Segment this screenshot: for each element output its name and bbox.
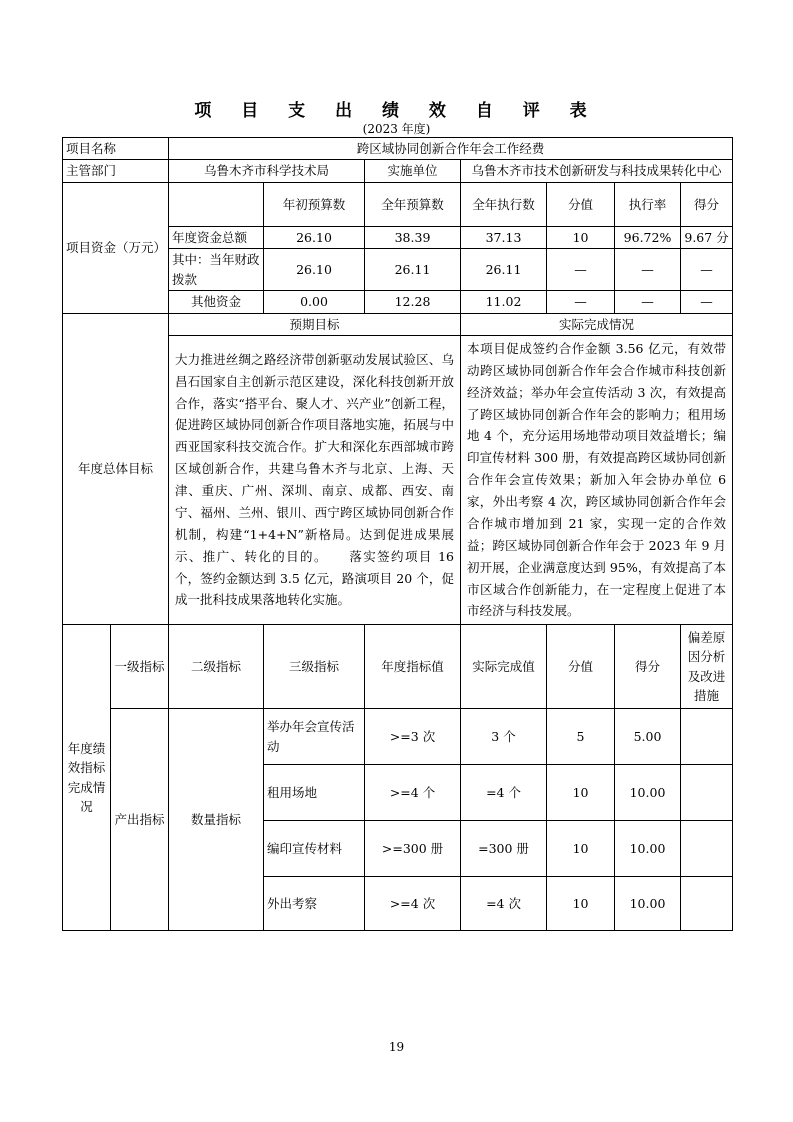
indicator-header: 得分 [615, 625, 681, 709]
funds-cell: — [681, 249, 733, 291]
funds-header: 全年预算数 [365, 182, 461, 226]
funds-cell: 0.00 [264, 291, 365, 313]
indicator-score: 5 [547, 709, 615, 765]
indicator-header: 偏差原因分析及改进措施 [681, 625, 733, 709]
indicator-row [63, 709, 733, 765]
dept-label: 主管部门 [63, 160, 169, 182]
funds-cell: — [615, 249, 681, 291]
indicator-header: 一级指标 [111, 625, 169, 709]
funds-header: 得分 [681, 182, 733, 226]
funds-cell: 12.28 [365, 291, 461, 313]
project-name-value: 跨区域协同创新合作年会工作经费 [169, 138, 733, 160]
actual-goal-text: 本项目促成签约合作金额 3.56 亿元，有效带动跨区域协同创新合作年会合作城市科技创新经济效益；举办年会宣传活动 3 次，有效提高了跨区域协同创新合作年会的影响力；租用场地 4 个，充分运用场地带动项目效益增长；编印宣传材料 300 册，有效提高跨区域协同创新合作年会宣传效果；新加入年会协办单位 6 家，外出考察 4 次，跨区域协同创新合作年会合作城市增加到 21 家，实现一定的合作效益；跨区域协同创新合作年会于 2023 年 9 月初开展，企业满意度达到 95%，有效提高了本市区域合作创新能力，在一定程度上促进了本市经济与科技发展。 [461, 335, 733, 624]
expected-goal-header: 预期目标 [169, 313, 461, 335]
indicator-level3: 举办年会宣传活动 [264, 709, 365, 765]
indicator-header: 二级指标 [169, 625, 264, 709]
impl-label: 实施单位 [365, 160, 461, 182]
funds-row-name: 其他资金 [169, 291, 264, 313]
indicator-level3: 编印宣传材料 [264, 821, 365, 877]
page-number: 19 [388, 1040, 405, 1054]
indicator-actual: =300 册 [461, 821, 547, 877]
funds-header: 分值 [547, 182, 615, 226]
expected-goal-text: 大力推进丝绸之路经济带创新驱动发展试验区、乌昌石国家自主创新示范区建设，深化科技创新开放合作，落实“搭平台、聚人才、兴产业”创新工程，促进跨区域协同创新合作项目落地实施，拓展与中西亚国家科技交流合作。扩大和深化东西部城市跨区域创新合作，共建乌鲁木齐与北京、上海、天津、重庆、广州、深圳、南京、成都、西安、南宁、福州、兰州、银川、西宁跨区域协同创新合作机制，构建“1+4+N”新格局。达到促进成果展示、推广、转化的目的。 落实签约项目 16 个，签约金额达到 3.5 亿元，路演项目 20 个，促成一批科技成果落地转化实施。 [169, 335, 461, 624]
indicator-actual: =4 个 [461, 765, 547, 821]
indicator-target: >=4 个 [365, 765, 461, 821]
indicator-actual: 3 个 [461, 709, 547, 765]
funds-header: 年初预算数 [264, 182, 365, 226]
project-name-label: 项目名称 [63, 138, 169, 160]
indicator-target: >=300 册 [365, 821, 461, 877]
indicator-header: 年度指标值 [365, 625, 461, 709]
actual-goal-header: 实际完成情况 [461, 313, 733, 335]
year-subtitle: (2023 年度) [362, 122, 431, 136]
indicator-got: 5.00 [615, 709, 681, 765]
funds-cell: 11.02 [461, 291, 547, 313]
funds-cell: 26.10 [264, 249, 365, 291]
indicator-level3: 外出考察 [264, 877, 365, 931]
impl-value: 乌鲁木齐市技术创新研发与科技成果转化中心 [461, 160, 733, 182]
indicator-header: 三级指标 [264, 625, 365, 709]
funds-cell: 38.39 [365, 226, 461, 248]
indicator-deviation [681, 765, 733, 821]
funds-cell: — [615, 291, 681, 313]
funds-cell: 10 [547, 226, 615, 248]
indicator-actual: =4 次 [461, 877, 547, 931]
indicator-got: 10.00 [615, 877, 681, 931]
funds-cell: — [547, 291, 615, 313]
indicator-score: 10 [547, 877, 615, 931]
funds-cell: 96.72% [615, 226, 681, 248]
indicator-deviation [681, 709, 733, 765]
funds-cell: 26.10 [264, 226, 365, 248]
indicator-got: 10.00 [615, 765, 681, 821]
funds-blank-header [169, 182, 264, 226]
indicator-header: 分值 [547, 625, 615, 709]
indicator-level2: 数量指标 [169, 709, 264, 931]
funds-header: 执行率 [615, 182, 681, 226]
funds-cell: — [547, 249, 615, 291]
indicator-target: >=4 次 [365, 877, 461, 931]
indicator-level3: 租用场地 [264, 765, 365, 821]
funds-header: 全年执行数 [461, 182, 547, 226]
dept-value: 乌鲁木齐市科学技术局 [169, 160, 365, 182]
funds-cell: 37.13 [461, 226, 547, 248]
indicator-deviation [681, 821, 733, 877]
indicator-level1: 产出指标 [111, 709, 169, 931]
indicator-score: 10 [547, 821, 615, 877]
indicator-got: 10.00 [615, 821, 681, 877]
funds-cell: 26.11 [365, 249, 461, 291]
funds-cell: — [681, 291, 733, 313]
indicator-score: 10 [547, 765, 615, 821]
performance-table [62, 137, 733, 931]
indicators-label: 年度绩效指标完成情况 [63, 625, 111, 931]
indicator-target: >=3 次 [365, 709, 461, 765]
page-title: 项 目 支 出 绩 效 自 评 表 [194, 101, 599, 121]
funds-cell: 9.67 分 [681, 226, 733, 248]
funds-row-name: 其中：当年财政拨款 [169, 249, 264, 291]
funds-cell: 26.11 [461, 249, 547, 291]
funds-row-name: 年度资金总额 [169, 226, 264, 248]
indicator-header: 实际完成值 [461, 625, 547, 709]
funds-label: 项目资金（万元） [63, 182, 169, 313]
goals-label: 年度总体目标 [63, 313, 169, 625]
indicator-deviation [681, 877, 733, 931]
